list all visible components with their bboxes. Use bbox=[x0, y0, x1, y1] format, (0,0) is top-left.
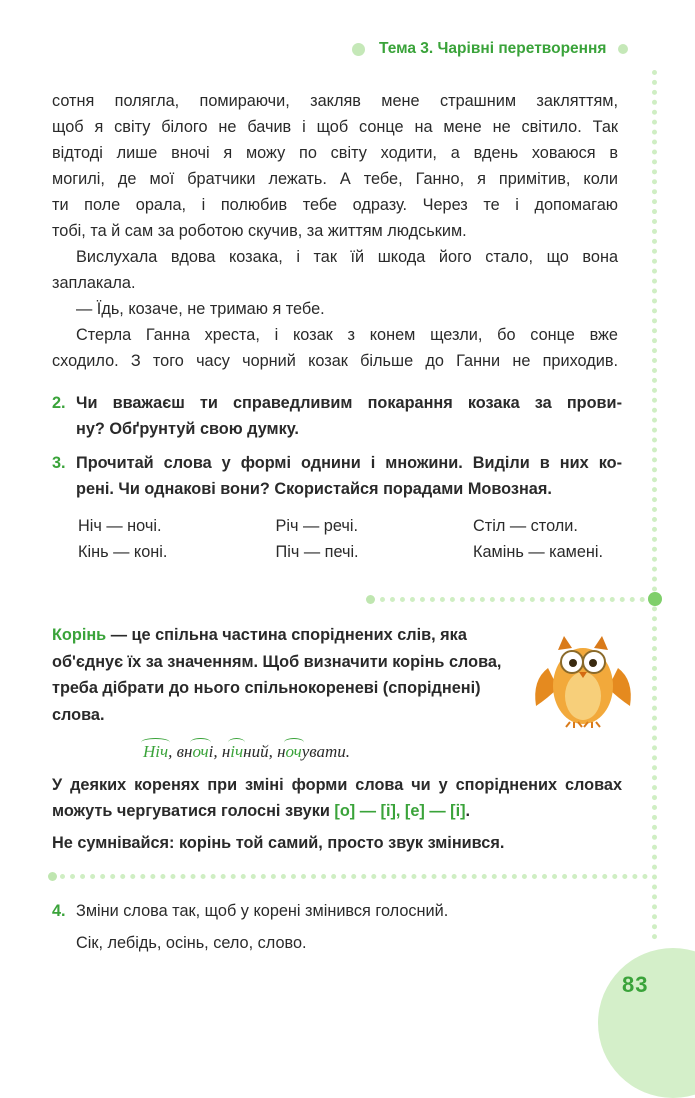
text-line: заплакала. bbox=[52, 274, 136, 292]
root-arc: оч bbox=[285, 742, 302, 761]
word-row bbox=[78, 539, 623, 565]
word-pairs bbox=[78, 513, 623, 565]
separator-dots bbox=[60, 874, 648, 879]
chapter-title: Тема 3. Чарівні перетворення bbox=[379, 40, 607, 57]
text-line: тобі, та й сам за роботою скучив, за життям людським. bbox=[52, 222, 467, 240]
example-word: Ніч, bbox=[143, 742, 173, 761]
story-paragraph-4 bbox=[52, 322, 618, 374]
text-line: Стерла Ганна хреста, і козак з конем щезли, бо сонце вже bbox=[76, 326, 618, 344]
story-paragraph-3: — Їдь, козаче, не тримаю я тебе. bbox=[76, 300, 325, 318]
root-arc: оч bbox=[192, 742, 209, 761]
text-line: могилі, де мої братчики лежать. А тебе, Ганно, я примітив, коли bbox=[52, 170, 618, 188]
rule-term: Корінь bbox=[52, 626, 107, 644]
task-number: 3. bbox=[52, 454, 66, 472]
task-number: 2. bbox=[52, 394, 66, 412]
text-line: рені. Чи однакові вони? Скористайся порадами Мовозная. bbox=[76, 480, 552, 498]
word-pair: Кінь — коні. bbox=[78, 543, 168, 561]
root-arc: Ніч bbox=[143, 742, 169, 761]
page-number: 83 bbox=[622, 972, 649, 997]
example-word: ночувати. bbox=[277, 742, 351, 761]
text-line: Вислухала вдова козака, і так їй шкода його стало, що вона bbox=[76, 248, 618, 266]
story-paragraph-2 bbox=[52, 244, 618, 296]
text-line: сходило. З того часу чорний козак більше до Ганни не приходив. bbox=[52, 352, 618, 370]
owl-mascot-icon bbox=[530, 628, 636, 728]
text-line: Прочитай слова у формі однини і множини. Виділи в них ко- bbox=[76, 454, 622, 472]
root-examples bbox=[143, 742, 350, 762]
word-pair: Камінь — камені. bbox=[473, 543, 604, 561]
vowel-sounds: [о] — [і], [е] — [і] bbox=[334, 802, 466, 820]
root-arc: іч bbox=[230, 742, 244, 761]
story-paragraph-1 bbox=[52, 88, 618, 244]
running-header bbox=[352, 36, 672, 62]
page-border-dots bbox=[652, 70, 657, 940]
reassure-note: Не сумнівайся: корінь той самий, просто звук змінився. bbox=[52, 834, 505, 852]
text-line: ну? Обґрунтуй свою думку. bbox=[76, 420, 299, 438]
text-line: ти поле орала, і полюбив тебе одразу. Через те і допомагаю bbox=[52, 196, 618, 214]
word-pair: Піч — печі. bbox=[275, 543, 359, 561]
rule-definition bbox=[52, 622, 512, 728]
task-text bbox=[76, 390, 622, 442]
task-2 bbox=[52, 390, 622, 442]
task-text: Зміни слова так, щоб у корені змінився голосний. bbox=[76, 902, 449, 920]
text-line: щоб я світу білого не бачив і щоб сонце на мене не світило. Так bbox=[52, 118, 618, 136]
text-line: відтоді лише вночі я можу по світу ходити, а вдень ховаюся в bbox=[52, 144, 618, 162]
header-dot bbox=[618, 44, 628, 54]
separator-dot bbox=[648, 592, 662, 606]
example-word: нічний, bbox=[221, 742, 273, 761]
example-word: вночі, bbox=[176, 742, 218, 761]
text-line: Чи вважаєш ти справедливим покарання козака за прови- bbox=[76, 394, 622, 412]
separator-dots bbox=[380, 597, 645, 602]
task-words: Сік, лебідь, осінь, село, слово. bbox=[76, 934, 307, 952]
word-row bbox=[78, 513, 623, 539]
task-4 bbox=[52, 898, 622, 924]
text-line: сотня полягла, помираючи, закляв мене страшним закляттям, bbox=[52, 92, 618, 110]
separator-dot bbox=[48, 872, 57, 881]
task-4-words bbox=[52, 930, 622, 956]
page-number-badge bbox=[598, 948, 695, 1098]
task-number: 4. bbox=[52, 902, 66, 920]
word-pair: Стіл — столи. bbox=[473, 517, 578, 535]
alternation-note: У деяких коренях при зміні форми слова чи у споріднених словах можуть чергуватися голосні звуки [о] — [і], [е] — [і]. bbox=[52, 776, 622, 820]
rule-text: — це спільна частина споріднених слів, яка об'єднує їх за значенням. Щоб визначити корінь слова, треба дібрати до нього спільнокореневі (споріднені) слова. bbox=[52, 626, 502, 724]
task-text bbox=[76, 450, 622, 502]
word-pair: Ніч — ночі. bbox=[78, 517, 162, 535]
task-3 bbox=[52, 450, 622, 502]
separator-dot bbox=[366, 595, 375, 604]
word-pair: Річ — речі. bbox=[275, 517, 358, 535]
header-dot bbox=[352, 43, 365, 56]
